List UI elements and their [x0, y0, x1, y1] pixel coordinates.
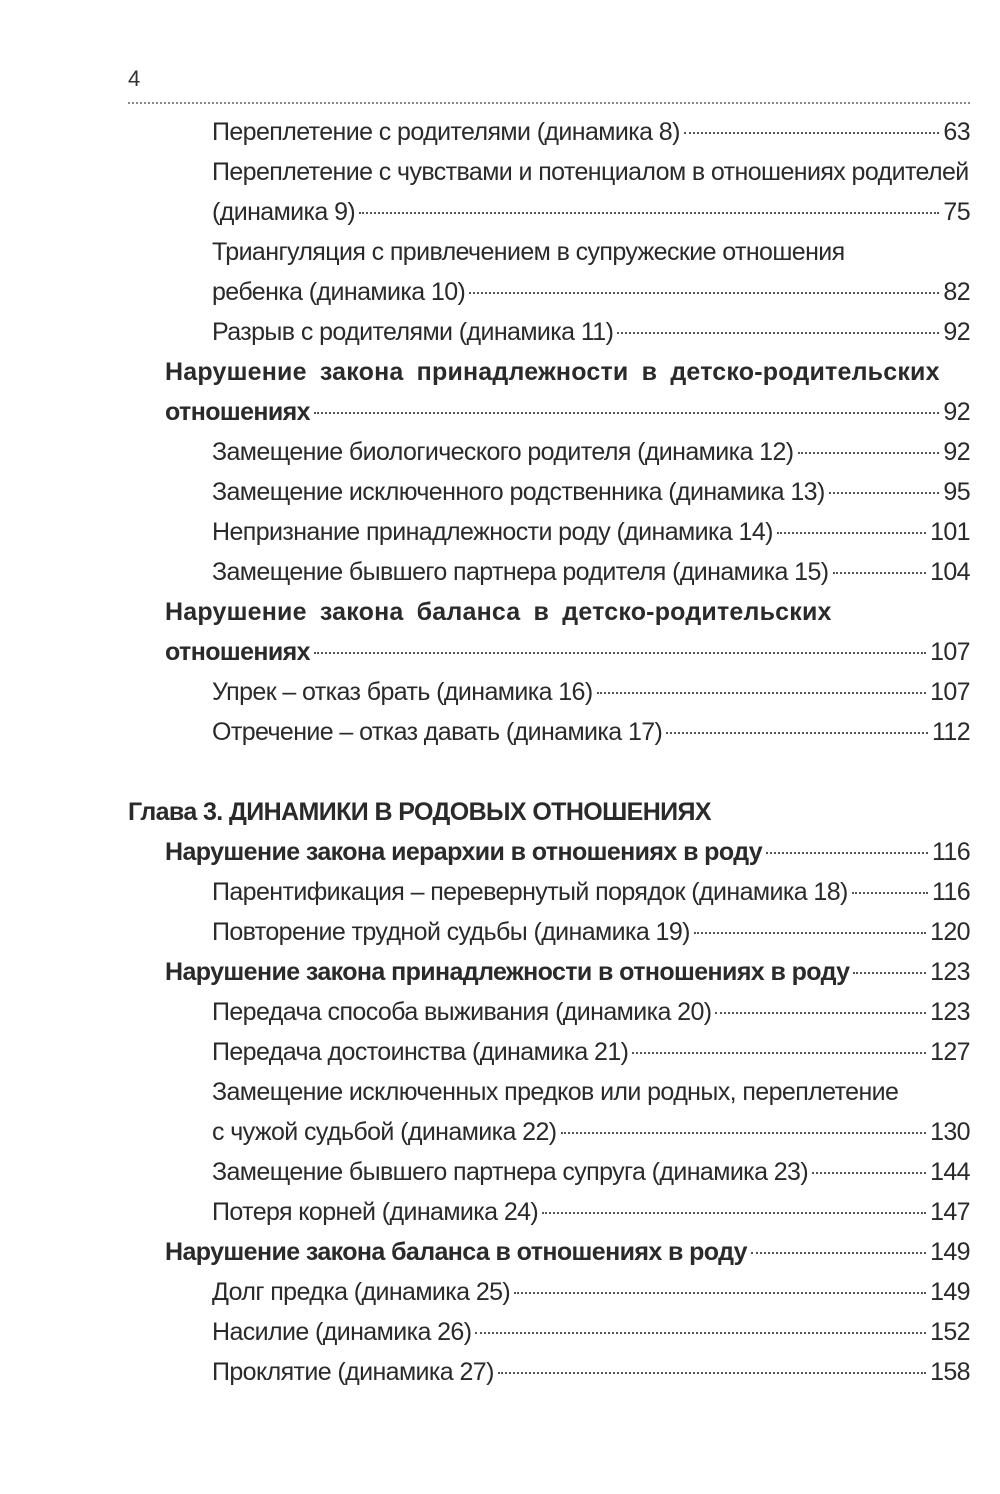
toc-entry-title: Передача достоинства (динамика 21) — [212, 1038, 629, 1066]
dot-leader — [684, 132, 940, 134]
toc-subsection-entry[interactable] — [0, 1072, 1000, 1152]
dot-leader — [314, 652, 926, 654]
dot-leader — [833, 572, 927, 574]
dot-leader — [597, 692, 927, 694]
toc-entry-title: отношениях — [165, 638, 310, 666]
dot-leader — [617, 332, 939, 334]
toc-entry-title: с чужой судьбой (динамика 22) — [212, 1118, 557, 1146]
toc-entry-title: Проклятие (динамика 27) — [212, 1358, 494, 1386]
toc-page-number: 123 — [930, 958, 970, 986]
dot-leader — [475, 1332, 926, 1334]
toc-section-entry[interactable] — [0, 352, 1000, 432]
toc-entry-title: (динамика 9) — [212, 198, 356, 226]
toc-subsection-entry[interactable] — [0, 1192, 1000, 1232]
toc-entry-title: Нарушение закона баланса в детско-родительских — [165, 598, 832, 626]
dot-leader — [852, 892, 928, 894]
toc-entry-title: ребенка (динамика 10) — [212, 278, 466, 306]
toc-entry-title: Замещение бывшего партнера супруга (динамика 23) — [212, 1158, 809, 1186]
toc-page-number: 95 — [943, 478, 970, 506]
toc-page-number: 130 — [930, 1118, 970, 1146]
toc-page-number: 104 — [930, 558, 970, 586]
dot-leader — [853, 972, 926, 974]
toc-subsection-entry[interactable] — [0, 712, 1000, 752]
dot-leader — [632, 1052, 926, 1054]
toc-page-number: 92 — [943, 438, 970, 466]
toc-entry-title: Замещение исключенных предков или родных, переплетение — [212, 1078, 899, 1106]
dot-leader — [561, 1132, 927, 1134]
toc-entry-title: Переплетение с родителями (динамика 8) — [212, 118, 680, 146]
toc-page-number: 127 — [930, 1038, 970, 1066]
toc-subsection-entry[interactable] — [0, 1272, 1000, 1312]
toc-subsection-entry[interactable] — [0, 232, 1000, 312]
toc-subsection-entry[interactable] — [0, 552, 1000, 592]
toc-page-number: 107 — [930, 638, 970, 666]
toc-subsection-entry[interactable] — [0, 912, 1000, 952]
toc-page-number: 116 — [931, 878, 970, 906]
toc-entry-title: Насилие (динамика 26) — [212, 1318, 472, 1346]
toc-section-entry[interactable] — [0, 592, 1000, 672]
toc-entry-title: Непризнание принадлежности роду (динамика 14) — [212, 518, 773, 546]
toc-section-entry[interactable] — [0, 952, 1000, 992]
toc-subsection-entry[interactable] — [0, 472, 1000, 512]
toc-entry-title: Повторение трудной судьбы (динамика 19) — [212, 918, 690, 946]
toc-subsection-entry[interactable] — [0, 112, 1000, 152]
toc-page-number: 149 — [930, 1238, 970, 1266]
toc-page-number: 149 — [930, 1278, 970, 1306]
dot-leader — [829, 492, 940, 494]
toc-page-number: 116 — [931, 838, 970, 866]
dot-leader — [777, 532, 926, 534]
toc-entry-title: Парентификация – перевернутый порядок (динамика 18) — [212, 878, 848, 906]
toc-subsection-entry[interactable] — [0, 872, 1000, 912]
toc-page-number: 63 — [943, 118, 970, 146]
toc-subsection-entry[interactable] — [0, 1312, 1000, 1352]
toc-entry-title: Замещение бывшего партнера родителя (динамика 15) — [212, 558, 829, 586]
toc-entry-title: Замещение исключенного родственника (динамика 13) — [212, 478, 825, 506]
dot-leader — [715, 1012, 926, 1014]
dot-leader — [498, 1372, 926, 1374]
toc-entry-title: Нарушение закона баланса в отношениях в роду — [165, 1238, 747, 1266]
toc-entry-title: Отречение – отказ давать (динамика 17) — [212, 718, 663, 746]
toc-section-entry[interactable] — [0, 1232, 1000, 1272]
toc-entry-title: Замещение биологического родителя (динамика 12) — [212, 438, 794, 466]
toc-section-entry[interactable] — [0, 832, 1000, 872]
toc-entry-title: Упрек – отказ брать (динамика 16) — [212, 678, 593, 706]
toc-page-number: 92 — [943, 398, 970, 426]
toc-subsection-entry[interactable] — [0, 1152, 1000, 1192]
dot-leader — [542, 1212, 926, 1214]
toc-page-number: 82 — [943, 278, 970, 306]
toc-entry-title: Нарушение закона принадлежности в отношениях в роду — [165, 958, 850, 986]
dot-leader — [514, 1292, 926, 1294]
toc-entry-title: Разрыв с родителями (динамика 11) — [212, 318, 614, 346]
toc-page-number: 75 — [943, 198, 970, 226]
toc-subsection-entry[interactable] — [0, 992, 1000, 1032]
toc-entry-title: Нарушение закона иерархии в отношениях в роду — [165, 838, 763, 866]
toc-entry-title: Долг предка (динамика 25) — [212, 1278, 511, 1306]
toc-page-number: 158 — [930, 1358, 970, 1386]
toc-page-number: 152 — [930, 1318, 970, 1346]
dot-leader — [694, 932, 926, 934]
toc-entry-title: отношениях — [165, 398, 310, 426]
toc-page-number: 101 — [930, 518, 970, 546]
toc-page-number: 123 — [930, 998, 970, 1026]
toc-page-number: 107 — [930, 678, 970, 706]
toc-subsection-entry[interactable] — [0, 672, 1000, 712]
toc-page-number: 147 — [930, 1198, 970, 1226]
toc-entry-title: Нарушение закона принадлежности в детско-родительских — [165, 358, 940, 386]
toc-page-number: 144 — [930, 1158, 970, 1186]
chapter-spacer — [0, 752, 1000, 792]
toc-entry-title: Передача способа выживания (динамика 20) — [212, 998, 712, 1026]
dot-leader — [469, 292, 939, 294]
toc-subsection-entry[interactable] — [0, 152, 1000, 232]
dot-leader — [359, 212, 939, 214]
toc-entry-title: Переплетение с чувствами и потенциалом в отношениях родителей — [212, 158, 969, 186]
toc-subsection-entry[interactable] — [0, 512, 1000, 552]
toc-entry-title: Потеря корней (динамика 24) — [212, 1198, 539, 1226]
table-of-contents — [0, 112, 1000, 1392]
dot-leader — [812, 1172, 926, 1174]
toc-page-number: 112 — [931, 718, 970, 746]
toc-subsection-entry[interactable] — [0, 1352, 1000, 1392]
header-divider — [128, 102, 970, 104]
toc-entry-title: Глава 3. ДИНАМИКИ В РОДОВЫХ ОТНОШЕНИЯХ — [128, 798, 711, 826]
toc-chapter-heading[interactable] — [0, 792, 1000, 832]
dot-leader — [751, 1252, 926, 1254]
page-number: 4 — [128, 66, 141, 91]
dot-leader — [766, 852, 928, 854]
toc-subsection-entry[interactable] — [0, 312, 1000, 352]
dot-leader — [314, 412, 939, 414]
dot-leader — [798, 452, 940, 454]
toc-page-number: 92 — [943, 318, 970, 346]
toc-subsection-entry[interactable] — [0, 432, 1000, 472]
toc-page-number: 120 — [930, 918, 970, 946]
toc-entry-title: Триангуляция с привлечением в супружеские отношения — [212, 238, 845, 266]
dot-leader — [666, 732, 928, 734]
toc-subsection-entry[interactable] — [0, 1032, 1000, 1072]
